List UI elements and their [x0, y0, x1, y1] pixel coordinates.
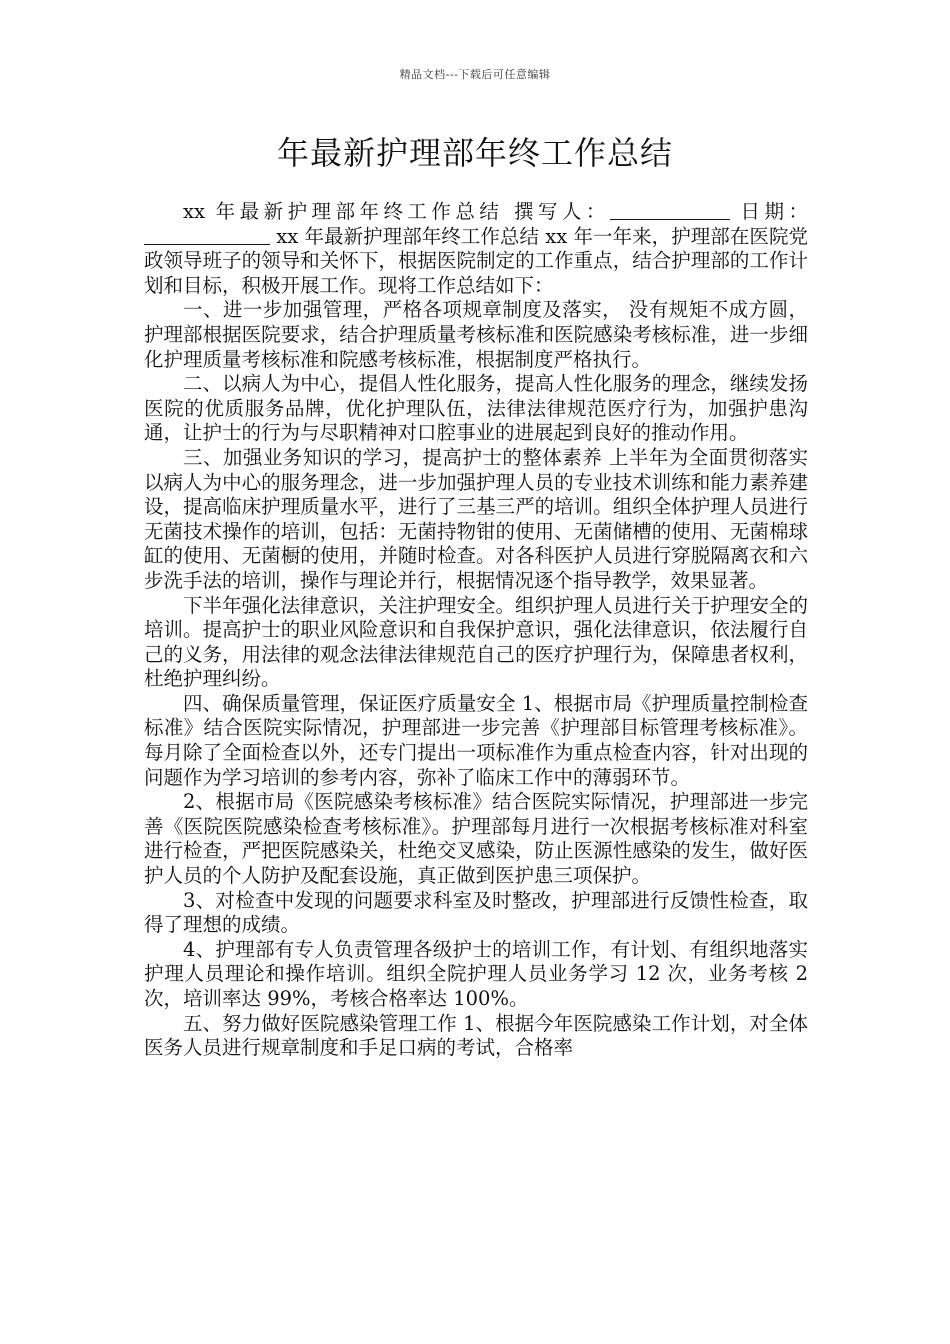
date-blank — [144, 226, 270, 245]
intro-text-body: xx 年最新护理部年终工作总结 xx 年一年来，护理部在医院党政领导班子的领导和关怀下，根据医院制定的工作重点，结合护理部的工作计划和目标，积极开展工作。现将工作总结如下： — [144, 224, 808, 297]
paragraph-nurse-training: 4、护理部有专人负责管理各级护士的培训工作，有计划、有组织地落实护理人员理论和操作培训。组织全院护理人员业务学习 12 次，业务考核 2 次，培训率达 99%，考核合格率达 100%。 — [144, 937, 808, 1010]
paragraph-patient-centered: 二、以病人为中心，提倡人性化服务，提高人性化服务的理念，继续发扬医院的优质服务品牌，优化护理队伍，法律法律规范医疗行为，加强护患沟通，让护士的行为与尽职精神对口腔事业的进展起到良好的推动作用。 — [144, 372, 808, 445]
intro-paragraph — [144, 200, 808, 298]
intro-text-author: xx 年最新护理部年终工作总结 撰写人： — [183, 200, 610, 223]
paragraph-infection-standard: 2、根据市局《医院感染考核标准》结合医院实际情况，护理部进一步完善《医院医院感染检查考核标准》。护理部每月进行一次根据考核标准对科室进行检查，严把医院感染关，杜绝交叉感染，防止医源性感染的发生，做好医护人员的个人防护及配套设施，真正做到医护患三项保护。 — [144, 790, 808, 888]
intro-text-date: 日期： — [729, 200, 808, 223]
paragraph-quality-management: 四、确保质量管理，保证医疗质量安全 1、根据市局《护理质量控制检查标准》结合医院实际情况，护理部进一步完善《护理部目标管理考核标准》。每月除了全面检查以外，还专门提出一项标准作为重点检查内容，针对出现的问题作为学习培训的参考内容，弥补了临床工作中的薄弱环节。 — [144, 691, 808, 789]
paragraph-legal-awareness: 下半年强化法律意识，关注护理安全。组织护理人员进行关于护理安全的培训。提高护士的职业风险意识和自我保护意识，强化法律意识，依法履行自己的义务，用法律的观念法律法律规范自己的医疗护理行为，保障患者权利，杜绝护理纠纷。 — [144, 593, 808, 691]
author-blank — [610, 201, 730, 220]
header-note: 精品文档---下载后可任意编辑 — [399, 68, 551, 81]
paragraph-rectification: 3、对检查中发现的问题要求科室及时整改，护理部进行反馈性检查，取得了理想的成绩。 — [144, 888, 808, 937]
document-body — [144, 200, 808, 1061]
paragraph-infection-management: 五、努力做好医院感染管理工作 1、根据今年医院感染工作计划，对全体医务人员进行规章制度和手足口病的考试，合格率 — [144, 1011, 808, 1060]
paragraph-management: 一、进一步加强管理，严格各项规章制度及落实， 没有规矩不成方圆，护理部根据医院要求，结合护理质量考核标准和医院感染考核标准，进一步细化护理质量考核标准和院感考核标准，根据制度严格执行。 — [144, 298, 808, 371]
paragraph-training: 三、加强业务知识的学习，提高护士的整体素养 上半年为全面贯彻落实以病人为中心的服务理念，进一步加强护理人员的专业技术训练和能力素养建设，提高临床护理质量水平，进行了三基三严的培训。组织全体护理人员进行无菌技术操作的培训，包括：无菌持物钳的使用、无菌储槽的使用、无菌棉球缸的使用、无菌橱的使用，并随时检查。对各科医护人员进行穿脱隔离衣和六步洗手法的培训，操作与理论并行，根据情况逐个指导教学，效果显著。 — [144, 445, 808, 592]
document-title: 年最新护理部年终工作总结 — [276, 134, 673, 172]
